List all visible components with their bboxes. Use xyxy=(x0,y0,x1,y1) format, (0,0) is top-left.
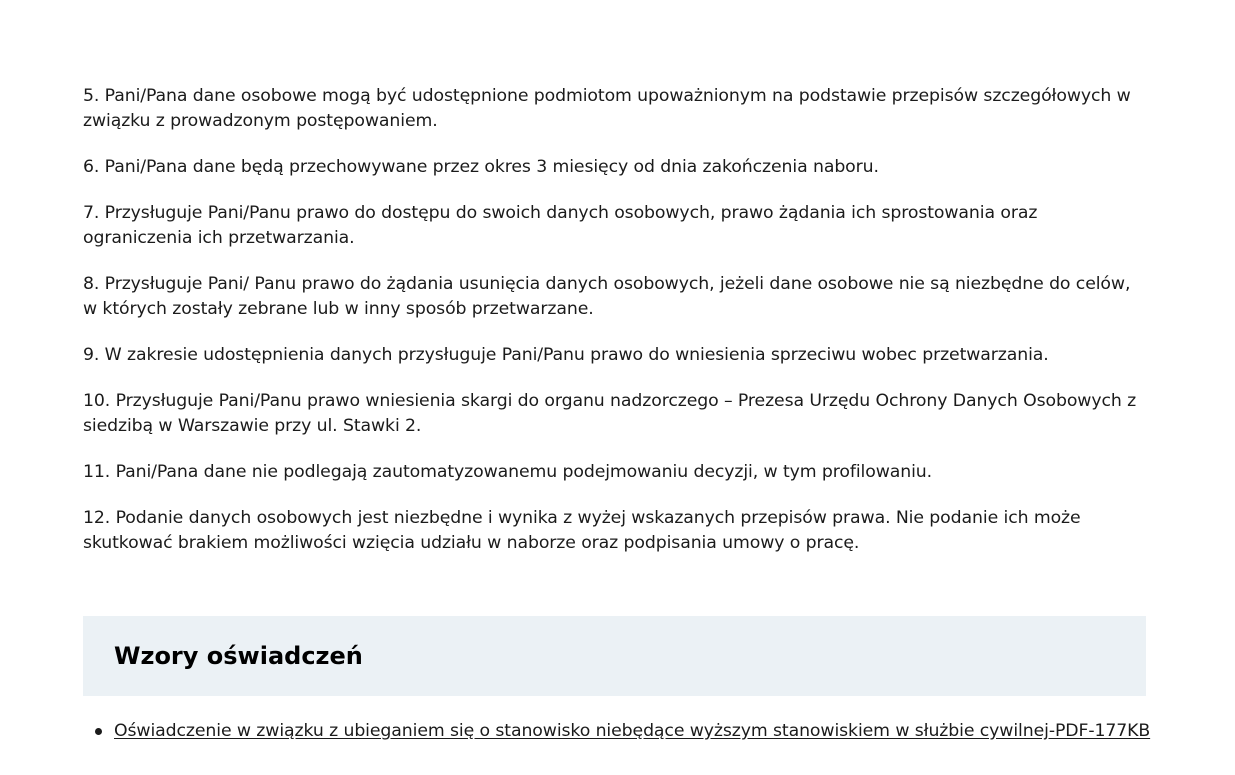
document-list xyxy=(83,718,1183,744)
paragraph-12: 12. Podanie danych osobowych jest niezbędne i wynika z wyżej wskazanych przepisów prawa. Nie podanie ich może skutkować brakiem możliwości wzięcia udziału w naborze oraz podpisania umowy o pracę. xyxy=(83,508,1081,553)
document-download-link[interactable]: Oświadczenie w związku z ubieganiem się o stanowisko niebędące wyższym stanowiskiem w służbie cywilnej-PDF-177KB xyxy=(114,721,1151,741)
paragraph-5: 5. Pani/Pana dane osobowe mogą być udostępnione podmiotom upoważnionym na podstawie przepisów szczegółowych w związku z prowadzonym postępowaniem. xyxy=(83,86,1131,131)
section-header-box xyxy=(83,616,1146,696)
list-item xyxy=(83,718,1183,744)
paragraph-10: 10. Przysługuje Pani/Panu prawo wniesienia skargi do organu nadzorczego – Prezesa Urzędu Ochrony Danych Osobowych z siedzibą w Warszawie przy ul. Stawki 2. xyxy=(83,391,1137,436)
privacy-info-content xyxy=(83,84,1146,577)
paragraph-6: 6. Pani/Pana dane będą przechowywane przez okres 3 miesięcy od dnia zakończenia naboru. xyxy=(83,157,879,177)
paragraph-8: 8. Przysługuje Pani/ Panu prawo do żądania usunięcia danych osobowych, jeżeli dane osobowe nie są niezbędne do celów, w których zostały zebrane lub w inny sposób przetwarzane. xyxy=(83,274,1131,319)
bullet-icon xyxy=(95,728,102,735)
paragraph-11: 11. Pani/Pana dane nie podlegają zautomatyzowanemu podejmowaniu decyzji, w tym profilowaniu. xyxy=(83,462,933,482)
paragraph-7: 7. Przysługuje Pani/Panu prawo do dostępu do swoich danych osobowych, prawo żądania ich sprostowania oraz ograniczenia ich przetwarzania. xyxy=(83,203,1038,248)
section-title: Wzory oświadczeń xyxy=(114,642,363,670)
paragraph-9: 9. W zakresie udostępnienia danych przysługuje Pani/Panu prawo do wniesienia sprzeciwu wobec przetwarzania. xyxy=(83,345,1049,365)
